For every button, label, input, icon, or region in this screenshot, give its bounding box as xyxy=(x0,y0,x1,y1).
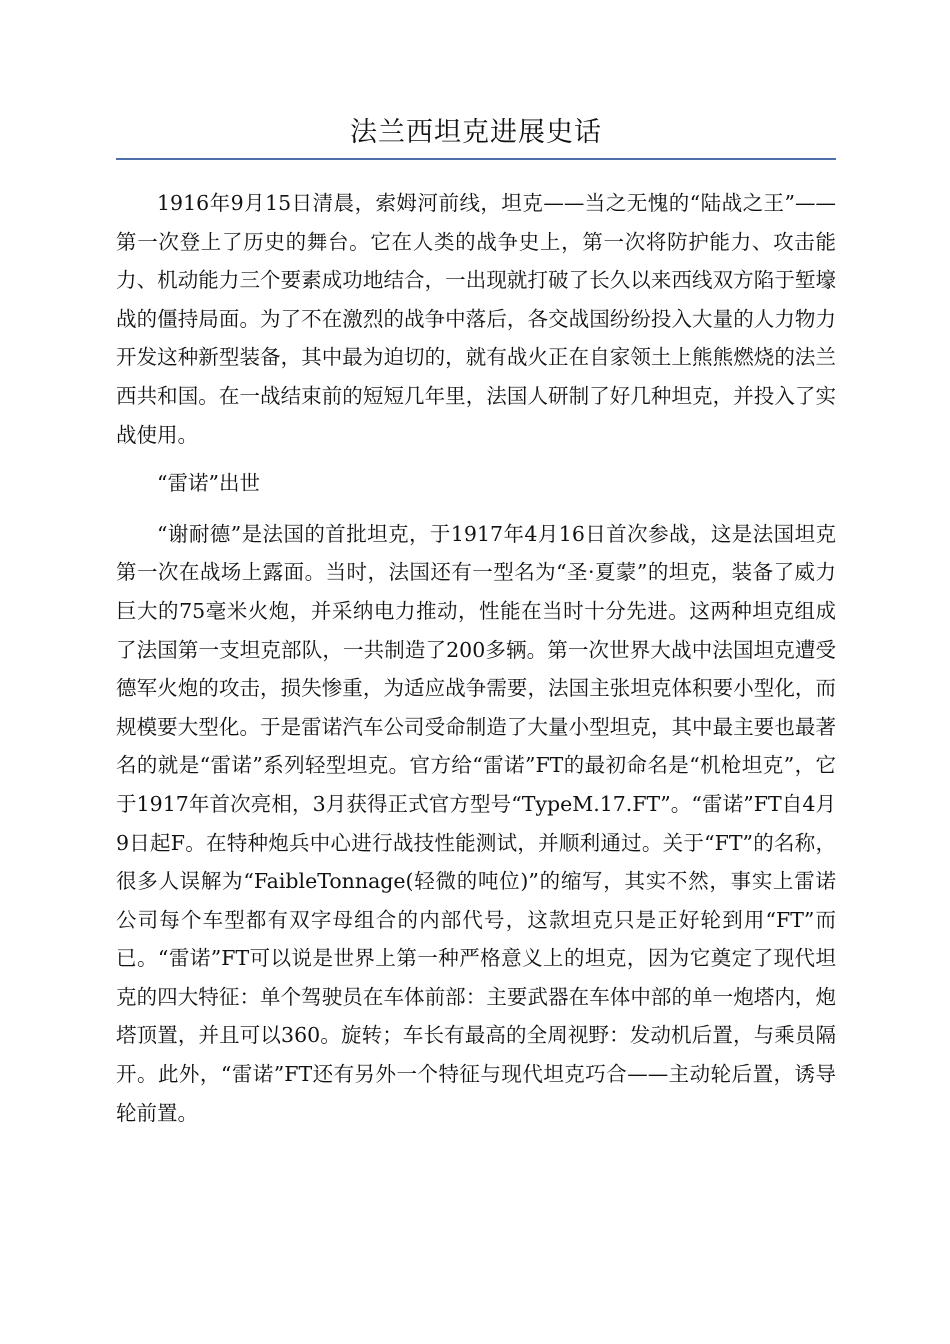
document-page xyxy=(116,108,836,1132)
body-paragraph: “谢耐德”是法国的首批坦克，于1917年4月16日首次参战，这是法国坦克第一次在战场上露面。当时，法国还有一型名为“圣·夏蒙”的坦克，装备了威力巨大的75毫米火炮，并采纳电力推动，性能在当时十分先进。这两种坦克组成了法国第一支坦克部队，一共制造了200多辆。第一次世界大战中法国坦克遭受德军火炮的攻击，损失惨重，为适应战争需要，法国主张坦克体积要小型化，而规模要大型化。于是雷诺汽车公司受命制造了大量小型坦克，其中最主要也最著名的就是“雷诺”系列轻型坦克。官方给“雷诺”FT的最初命名是“机枪坦克”，它于1917年首次亮相，3月获得正式官方型号“TypeM.17.FT”。“雷诺”FT自4月9日起F。在特种炮兵中心进行战技性能测试，并顺利通过。关于“FT”的名称，很多人误解为“FaibleTonnage(轻微的吨位)”的缩写，其实不然，事实上雷诺公司每个车型都有双字母组合的内部代号，这款坦克只是正好轮到用“FT”而已。“雷诺”FT可以说是世界上第一种严格意义上的坦克，因为它奠定了现代坦克的四大特征：单个驾驶员在车体前部：主要武器在车体中部的单一炮塔内，炮塔顶置，并且可以360。旋转；车长有最高的全周视野：发动机后置，与乘员隔开。此外，“雷诺”FT还有另外一个特征与现代坦克巧合——主动轮后置，诱导轮前置。 xyxy=(116,521,836,1125)
title-underline-rule xyxy=(116,158,836,160)
section-heading: “雷诺”出世 xyxy=(157,471,260,496)
document-title: 法兰西坦克进展史话 xyxy=(350,117,602,148)
intro-paragraph: 1916年9月15日清晨，索姆河前线，坦克——当之无愧的“陆战之王”——第一次登上了历史的舞台。它在人类的战争史上，第一次将防护能力、攻击能力、机动能力三个要素成功地结合，一出现就打破了长久以来西线双方陷于堑壕战的僵持局面。为了不在激烈的战争中落后，各交战国纷纷投入大量的人力物力开发这种新型装备，其中最为迫切的，就有战火正在自家领土上熊熊燃烧的法兰西共和国。在一战结束前的短短几年里，法国人研制了好几种坦克，并投入了实战使用。 xyxy=(116,191,836,447)
